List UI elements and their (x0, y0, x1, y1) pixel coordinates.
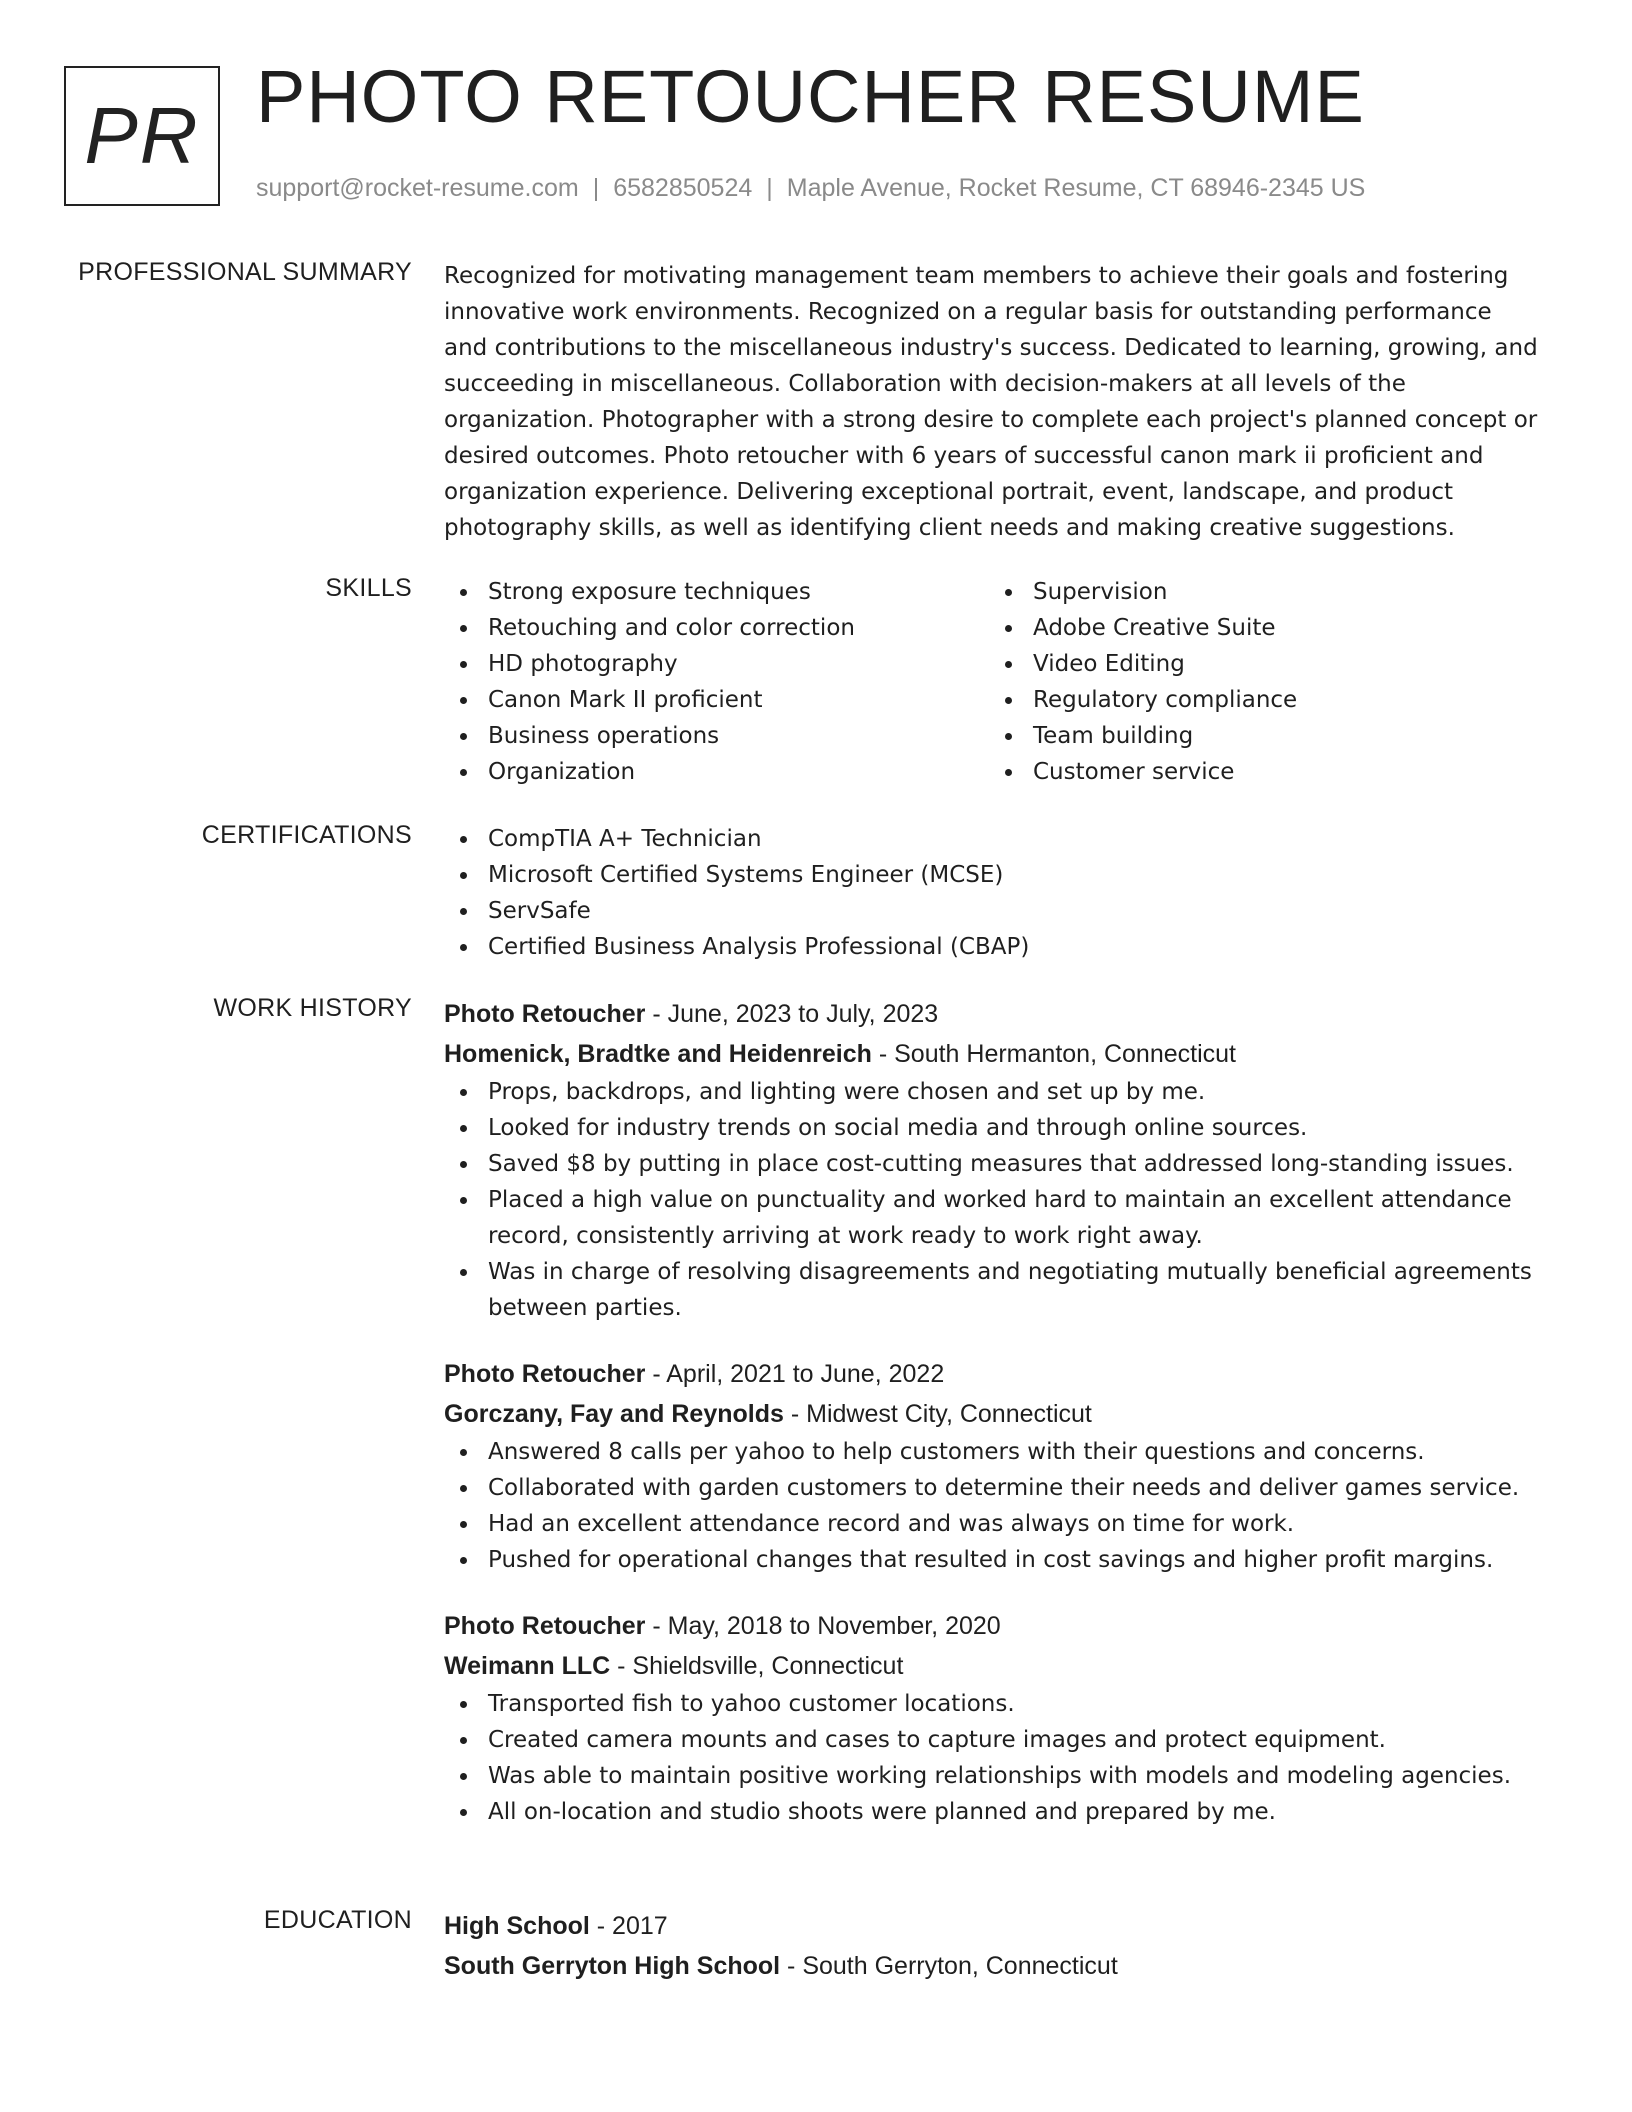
job-bullet: Answered 8 calls per yahoo to help customers with their questions and concerns. (444, 1434, 1540, 1470)
job-bullet: Pushed for operational changes that resulted in cost savings and higher profit margins. (444, 1542, 1540, 1578)
job-dates: - May, 2018 to November, 2020 (645, 1612, 1001, 1640)
skill-item: Business operations (444, 718, 989, 754)
job-title: Photo Retoucher (444, 1360, 646, 1388)
job-title: Photo Retoucher (444, 1612, 646, 1640)
education-school: South Gerryton High School (444, 1952, 781, 1980)
education-body (444, 1906, 1540, 1986)
job-bullet: All on-location and studio shoots were planned and prepared by me. (444, 1794, 1540, 1830)
monogram-logo: PR (64, 66, 220, 206)
job-bullet: Created camera mounts and cases to capture images and protect equipment. (444, 1722, 1540, 1758)
contact-separator: | (592, 174, 600, 202)
work-body (444, 994, 1540, 1830)
job-location: - South Hermanton, Connecticut (871, 1040, 1236, 1068)
job-company: Weimann LLC (444, 1652, 611, 1680)
education-school-line (444, 1946, 1540, 1986)
skills-column-right (989, 574, 1534, 790)
job-bullet: Saved $8 by putting in place cost-cutting measures that addressed long-standing issues. (444, 1146, 1540, 1182)
skill-item: Organization (444, 754, 989, 790)
job-title-line (444, 1354, 1540, 1394)
summary-body (444, 258, 1540, 546)
job-title: Photo Retoucher (444, 1000, 646, 1028)
education-location: - South Gerryton, Connecticut (780, 1952, 1118, 1980)
job-bullets (444, 1074, 1540, 1326)
certification-item: CompTIA A+ Technician (444, 821, 1540, 857)
skill-item: Retouching and color correction (444, 610, 989, 646)
section-label-work: WORK HISTORY (213, 994, 412, 1022)
contact-address: Maple Avenue, Rocket Resume, CT 68946-2345 US (786, 174, 1366, 202)
job-location: - Shieldsville, Connecticut (610, 1652, 904, 1680)
job-company-line (444, 1646, 1540, 1686)
skills-body (444, 574, 1540, 790)
certifications-body (444, 821, 1540, 965)
job-bullet: Placed a high value on punctuality and worked hard to maintain an excellent attendance record, consistently arriving at work ready to work right away. (444, 1182, 1540, 1254)
skill-item: Canon Mark II proficient (444, 682, 989, 718)
job-bullets (444, 1434, 1540, 1578)
contact-phone[interactable]: 6582850524 (613, 174, 753, 202)
job-title-line (444, 1606, 1540, 1646)
job-bullet: Looked for industry trends on social media and through online sources. (444, 1110, 1540, 1146)
job-entry (444, 994, 1540, 1326)
education-year: - 2017 (589, 1912, 668, 1940)
job-company: Homenick, Bradtke and Heidenreich (444, 1040, 872, 1068)
job-bullet: Collaborated with garden customers to determine their needs and deliver games service. (444, 1470, 1540, 1506)
job-company: Gorczany, Fay and Reynolds (444, 1400, 784, 1428)
skill-item: Adobe Creative Suite (989, 610, 1534, 646)
job-bullet: Was in charge of resolving disagreements and negotiating mutually beneficial agreements between parties. (444, 1254, 1540, 1326)
skill-item: Video Editing (989, 646, 1534, 682)
page-title: PHOTO RETOUCHER RESUME (256, 55, 1365, 138)
section-label-skills: SKILLS (325, 574, 412, 602)
job-bullet: Was able to maintain positive working relationships with models and modeling agencies. (444, 1758, 1540, 1794)
job-location: - Midwest City, Connecticut (783, 1400, 1092, 1428)
contact-separator: | (766, 174, 773, 202)
certifications-list (444, 821, 1540, 965)
certification-item: ServSafe (444, 893, 1540, 929)
job-dates: - April, 2021 to June, 2022 (645, 1360, 945, 1388)
certification-item: Microsoft Certified Systems Engineer (MCSE) (444, 857, 1540, 893)
job-bullet: Transported fish to yahoo customer locations. (444, 1686, 1540, 1722)
job-company-line (444, 1034, 1540, 1074)
skill-item: Supervision (989, 574, 1534, 610)
job-bullet: Had an excellent attendance record and was always on time for work. (444, 1506, 1540, 1542)
job-title-line (444, 994, 1540, 1034)
contact-email[interactable]: support@rocket-resume.com (256, 174, 579, 202)
skills-column-left (444, 574, 989, 790)
skill-item: HD photography (444, 646, 989, 682)
job-entry (444, 1354, 1540, 1578)
education-degree: High School (444, 1912, 590, 1940)
skill-item: Team building (989, 718, 1534, 754)
job-entry (444, 1606, 1540, 1830)
job-company-line (444, 1394, 1540, 1434)
skill-item: Customer service (989, 754, 1534, 790)
job-bullets (444, 1686, 1540, 1830)
job-bullet: Props, backdrops, and lighting were chosen and set up by me. (444, 1074, 1540, 1110)
education-degree-line (444, 1906, 1540, 1946)
certification-item: Certified Business Analysis Professional (CBAP) (444, 929, 1540, 965)
section-label-education: EDUCATION (263, 1906, 412, 1934)
summary-text: Recognized for motivating management team members to achieve their goals and fostering innovative work environments. Recognized on a regular basis for outstanding performance and contributions to the miscellaneous industry's success. Dedicated to learning, growing, and succeeding in miscellaneous. Collaboration with decision-makers at all levels of the organization. Photographer with a strong desire to complete each project's planned concept or desired outcomes. Photo retoucher with 6 years of successful canon mark ii proficient and organization experience. Delivering exceptional portrait, event, landscape, and product photography skills, as well as identifying client needs and making creative suggestions. (444, 263, 1538, 541)
section-label-summary: PROFESSIONAL SUMMARY (78, 258, 412, 286)
section-label-certifications: CERTIFICATIONS (201, 821, 412, 849)
job-dates: - June, 2023 to July, 2023 (645, 1000, 939, 1028)
skill-item: Regulatory compliance (989, 682, 1534, 718)
contact-line (256, 174, 1365, 203)
skill-item: Strong exposure techniques (444, 574, 989, 610)
